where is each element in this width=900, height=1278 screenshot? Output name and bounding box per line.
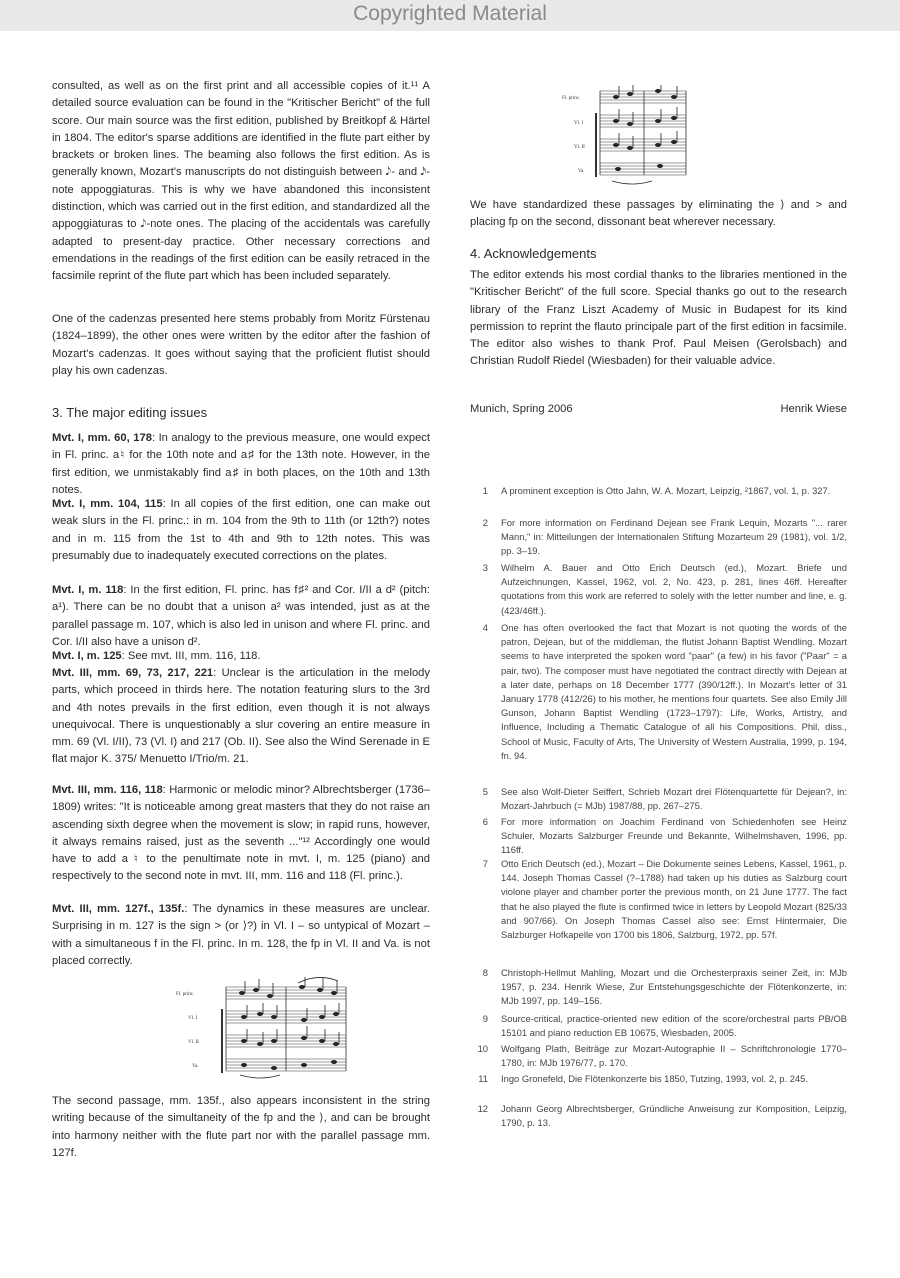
footnote-text: Otto Erich Deutsch (ed.), Mozart – Die Dokumente seines Lebens, Kassel, 1961, p. 144. Joseph Thomas Cassel (?–1788) had taken up his duties as Salzburg court violone player and chamber porter the previous month, on 21 June 1777. The fact that he also played the flute is confirmed twice in letters by Leopold Mozart (825/33 and 907/66). On Joseph Thomas Cassel also see: Ernst Hintermaier, Die Salzburger Hofkapelle von 1700 bis 1806, Salzburg, 1972, pp. 57f. [501,858,847,941]
footnote [470,621,847,787]
footnote-number: 6 [482,816,488,827]
footnote [470,561,847,617]
staff-lines [596,91,686,177]
footnote-text: One has often overlooked the fact that Mozart is not quoting the words of the patron, Dejean, but of the middleman, the flutist Johann Baptist Wendling. Mozart seems to have interpreted the spoken word "paar" (a few) in his favor ("Paar" = a pair, two). The composer must have negotiated the contract directly with Dejean at a later date, perhaps on 18 December 1777 (390/12ff.). In Mozart's letter of 31 January 1778 (412/26) to his mother, he mentions four quartets. See also Emily Jill Gunson, Johann Baptist Wendling (1723–1797): Life, Works, Artistry, and Influence, Including a Thematic Catalogue of all his Compositions. Phil. diss., School of Music, Faculty of Arts, The University of Western Australia, 1999, p. 194, fn. 94. [501,622,847,761]
footnote [470,1012,847,1040]
staff-label-violin-2: Vl. II [574,145,585,150]
staff-label-viola: Va. [192,1064,199,1069]
issue-2 [52,496,430,565]
staff-label-violin-1: Vl. I [188,1016,198,1021]
score-excerpt-left [170,975,350,1085]
footnote-text: Ingo Gronefeld, Die Flötenkonzerte bis 1850, Tutzing, 1993, vol. 2, p. 245. [501,1073,808,1084]
footnote-text: A prominent exception is Otto Jahn, W. A. Mozart, Leipzig, ²1867, vol. 1, p. 327. [501,485,831,496]
footnote-number: 5 [482,786,488,797]
footnote-text: Source-critical, practice-oriented new edition of the score/orchestral parts PB/OB 15101 and piano reduction EB 10675, Wiesbaden, 2005. [501,1013,847,1039]
right-paragraph-1: We have standardized these passages by eliminating the ⟩ and > and placing fp on the second, dissonant beat wherever necessary. [470,199,847,229]
footnote [470,857,847,957]
footnote-number: 10 [477,1043,488,1054]
footnote [470,484,847,512]
footnote-number: 12 [477,1103,488,1114]
staff-label-viola: Va. [578,169,585,174]
footnote-text: See also Wolf-Dieter Seiffert, Schrieb Mozart drei Flötenquartette für Dejean?, in: Mozart-Jahrbuch (= MJb) 1987/88, pp. 267–275. [501,786,847,812]
footnote-text: Christoph-Hellmut Mahling, Mozart und die Orchesterpraxis seiner Zeit, in: MJb 1957, p. 234. Henrik Wiese, Zur Entstehungsgeschichte der Flötenkonzerte, in: MJb 1997, pp. 149–156. [501,967,847,1007]
copyright-banner [0,0,900,31]
footnote [470,1072,847,1100]
staff-labels [562,96,585,174]
footnote-text: Johann Georg Albrechtsberger, Gründliche Anweisung zur Komposition, Leipzig, 1790, p. 13. [501,1103,847,1129]
issue-text: : Unclear is the articulation in the melody parts, which proceed in thirds here. The notation featuring slurs to the 3rd and 4th notes prevails in the first edition, even though it is not always unequivocal. There is unquestionably a slur covering an entire measure in mm. 69 (Vl. I/II), 73 (Vl. I) and 217 (Ob. II). See also the Wind Serenade in E flat major K. 375/ Menuetto I/Trio/m. 21. [52,667,430,766]
footnote-number: 11 [478,1073,488,1084]
footnote-number: 1 [482,485,488,496]
staff-label-violin-2: Vl. II [188,1040,199,1045]
author-signature: Henrik Wiese [780,403,847,415]
banner-text: Copyrighted Material [353,2,547,25]
footnote [470,1042,847,1070]
footnote-text: For more information on Joachim Ferdinand von Schiedenhofen see Heinz Schuler, Mozarts Salzburger Freunde und Bekannte, Wilhelmshaven, 1996, pp. 116ff. [501,816,847,856]
footnote [470,1102,847,1130]
footnote-number: 4 [482,622,488,633]
footnote-text: For more information on Ferdinand Dejean see Frank Lequin, Mozarts "... rarer Mann," in: Mitteilungen der Internationalen Stiftung Mozarteum 29 (1981), vol. 1/2, pp. 3–19. [501,517,847,557]
footnote [470,966,847,1008]
issue-label: Mvt. I, m. 118 [52,584,124,596]
issue-text: : In all copies of the first edition, one can make out weak slurs in the Fl. princ.: in m. 104 from the 9th to 11th (or 12th?) notes and in m. 115 from the 1st to 4th and 9th to 12th notes. This was presumably due to inadequately executed corrections on the plates. [52,498,430,562]
issue-label: Mvt. I, mm. 60, 178 [52,432,152,444]
issue-6 [52,782,430,886]
stems-and-slurs [240,977,339,1078]
left-paragraph-after-score: The second passage, mm. 135f., also appears inconsistent in the string writing because of the simultaneity of the fp and the ⟩, and can be brought into harmony neither with the flute part nor with the parallel passage mm. 127f. [52,1095,430,1159]
footnote-text: Wolfgang Plath, Beiträge zur Mozart-Autographie II – Schriftchronologie 1770–1780, in: MJb 1976/77, p. 170. [501,1043,847,1069]
staff-labels [176,992,199,1069]
section-3-heading: 3. The major editing issues [52,405,208,420]
footnote-number: 9 [482,1013,488,1024]
issue-5 [52,665,430,769]
issue-4 [52,648,430,665]
issue-label: Mvt. III, mm. 127f., 135f. [52,903,185,915]
staff-label-flute: Fl. princ. [176,992,195,997]
right-paragraph-2: The editor extends his most cordial thanks to the libraries mentioned in the "Kritischer Bericht" of the full score. Special thanks go out to the research library of the Franz Liszt Academy of Music in Budapest for its kind permission to reprint the flauto principale part of the first edition in facsimile. The editor also wishes to thank Prof. Paul Meisen (Gerolsbach) and Christian Rudolf Riedel (Wiesbaden) for their valuable advice. [470,269,847,368]
issue-3 [52,582,430,651]
score-excerpt-right [560,85,690,190]
footnote-text: Wilhelm A. Bauer and Otto Erich Deutsch (ed.), Mozart. Briefe und Aufzeichnungen, Kassel, 1962, vol. 2, No. 423, p. 281, lines 46ff. Hereafter quotations from this work are referred to solely with the letter number and line, e. g. (423/46ff.). [501,562,847,616]
issue-label: Mvt. III, mm. 116, 118 [52,784,163,796]
left-paragraph-2: One of the cadenzas presented here stems probably from Moritz Fürstenau (1824–1899), the other ones were written by the editor after the fashion of Mozart's cadenzas. It goes without saying that the proficient flutist should play his own cadenzas. [52,313,430,377]
issue-text: : In analogy to the previous measure, one would expect in Fl. princ. a♮ for the 10th note and a♯ for the 13th note. However, in the first edition, we unmistakably find a♯ in both places, on the 10th and 13th notes. [52,432,430,496]
place-date: Munich, Spring 2006 [470,403,573,415]
issue-text: : In the first edition, Fl. princ. has f♯² and Cor. I/II a d² (pitch: a¹). There can be no doubt that a unison a² was intended, just as at the parallel passage m. 107, which is also led in unison and where Fl. princ. and Cor. I/II also have a unison d². [52,584,430,648]
staff-lines [222,987,346,1073]
notes [613,89,677,171]
footnote [470,516,847,558]
issue-text: : The dynamics in these measures are unclear. Surprising in m. 127 is the sign > (or ⟩?) in Vl. I – so untypical of Mozart – with a simultaneous f in the Fl. princ. In m. 128, the fp in Vl. II and Va. is not placed correctly. [52,903,430,967]
footnote-number: 3 [482,562,488,573]
footnote [470,815,847,857]
issue-label: Mvt. I, mm. 104, 115 [52,498,163,510]
issue-1 [52,430,430,499]
footnote-number: 2 [482,517,488,528]
issue-label: Mvt. I, m. 125 [52,650,122,662]
footnote [470,785,847,813]
left-paragraph-1: consulted, as well as on the first print and all accessible copies of it.¹¹ A detailed source evaluation can be found in the "Kritischer Bericht" of the full score. Our main source was the first edition, published by Breitkopf & Härtel in 1804. The editor's sparse additions are identified in the flute part either by brackets or broken lines. The beaming also follows the first edition. As is generally known, Mozart's manuscripts do not distinguish between 𝅘𝅥𝅮- and 𝅘𝅥𝅯-note appoggiaturas. This is why we have abandoned this inconsistent distinction, which was carried out in the first edition, and standardized all the appoggiaturas to 𝅘𝅥𝅮-note ones. The placing of the accidentals was carefully adapted to present-day practice. Other necessary corrections and emendations in the readings of the first edition can be easily retraced in the facsimile reprint of the flute part which has been included separately. [52,80,430,283]
section-4-heading: 4. Acknowledgements [470,246,597,261]
issue-label: Mvt. III, mm. 69, 73, 217, 221 [52,667,214,679]
issue-text: : See mvt. III, mm. 116, 118. [121,650,261,662]
footnote-number: 8 [482,967,488,978]
staff-label-violin-1: Vl. I [574,121,584,126]
footnote-number: 7 [482,858,488,869]
staff-label-flute: Fl. princ. [562,96,581,101]
issue-text: : Harmonic or melodic minor? Albrechtsberger (1736–1809) writes: "It is noticeable among great masters that they do not raise an ascending sixth degree when the movement is slow; in rapid runs, however, it always remains raised, just as the seventh ..."¹² Accordingly one would have to add a ♮ to the penultimate note in mvt. I, m. 125 (piano) and respectively to the second note in mvt. III, mm. 116 and 118 (Fl. princ.). [52,784,431,883]
issue-7 [52,901,430,970]
notes [239,985,339,1070]
